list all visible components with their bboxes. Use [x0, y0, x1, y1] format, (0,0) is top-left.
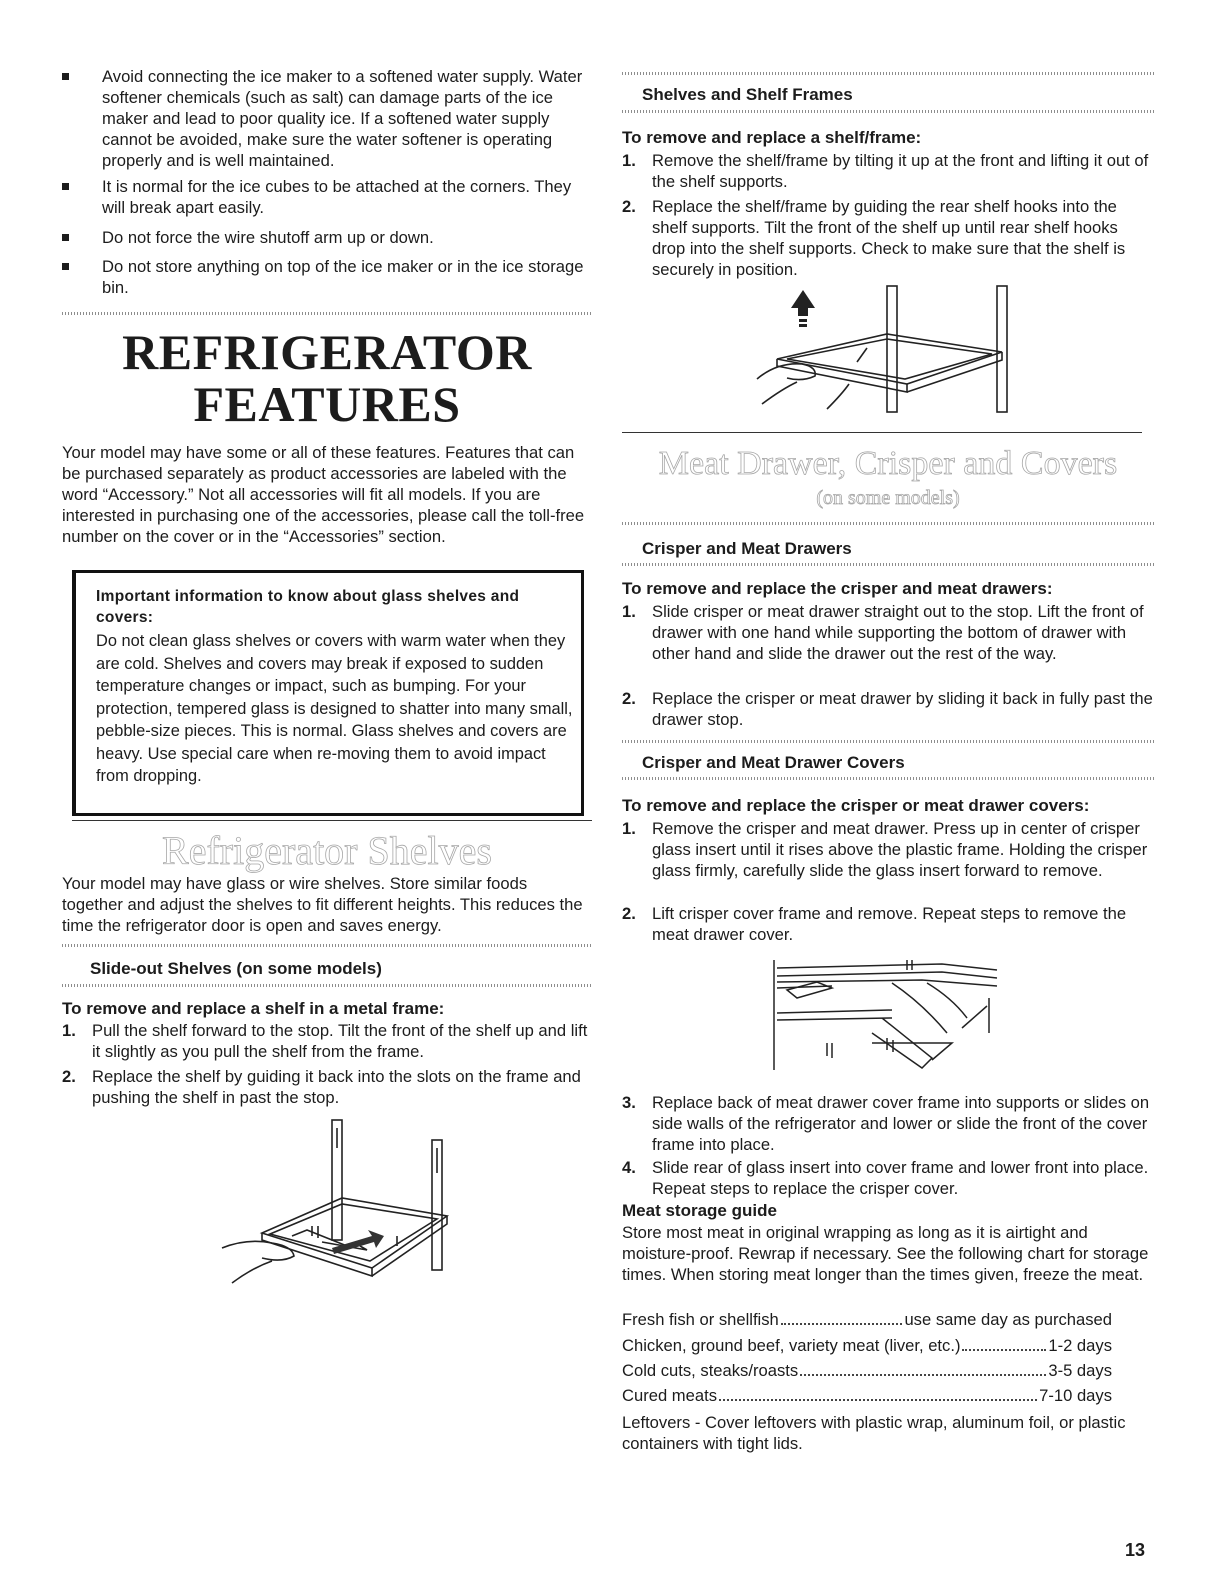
step-number: 1. [622, 151, 636, 170]
drawers-section-subtitle: (on some models) [816, 487, 960, 509]
meat-chart-value: 1-2 days [1048, 1336, 1112, 1355]
up-arrow-icon [791, 290, 815, 316]
dotted-divider [622, 777, 1154, 780]
bullet-item [62, 66, 592, 171]
dotted-divider [622, 740, 1154, 743]
dot-leader [781, 1309, 903, 1325]
step-number: 3. [622, 1093, 636, 1112]
drawers-section-title: Meat Drawer, Crisper and Covers [658, 445, 1118, 482]
leftovers-note: Leftovers - Cover leftovers with plastic wrap, aluminum foil, or plastic containers with tight lids. [622, 1413, 1126, 1453]
shelf-step-2 [62, 1066, 592, 1108]
bullet-item [62, 176, 592, 218]
drawers-step-2 [622, 688, 1154, 730]
drawers-procedure-heading: To remove and replace the crisper and meat drawers: [622, 579, 1053, 598]
shelf-procedure-heading: To remove and replace a shelf in a metal frame: [62, 999, 445, 1018]
bullet-text: Do not store anything on top of the ice maker or in the ice storage bin. [102, 257, 584, 297]
crisper-cover-illustration [772, 958, 1002, 1073]
dotted-divider [622, 563, 1154, 566]
bullet-text: It is normal for the ice cubes to be attached at the corners. They will break apart easily. [102, 177, 572, 217]
dotted-divider [62, 984, 592, 987]
dot-leader [962, 1335, 1046, 1351]
dotted-divider [62, 944, 592, 947]
page-number: 13 [1124, 1540, 1145, 1560]
step-text: Remove the shelf/frame by tilting it up at the front and lifting it out of the shelf supports. [652, 151, 1149, 191]
shelf-frames-subhead: Shelves and Shelf Frames [642, 85, 853, 104]
meat-chart-row [622, 1360, 1112, 1381]
bullet-item [62, 256, 592, 298]
step-text: Lift crisper cover frame and remove. Repeat steps to remove the meat drawer cover. [652, 904, 1127, 944]
meat-chart-row [622, 1335, 1112, 1356]
bullet-text: Do not force the wire shutoff arm up or down. [102, 228, 434, 247]
step-text: Replace back of meat drawer cover frame into supports or slides on side walls of the refrigerator and lower or slide the front of the cover frame into place. [652, 1093, 1150, 1154]
shelf-step-1 [62, 1020, 592, 1062]
step-text: Replace the shelf/frame by guiding the rear shelf hooks into the shelf supports. Tilt the front of the shelf up until rear shelf hooks drop into the shelf supports. Check to make sure that the shelf is securely in position. [652, 197, 1126, 279]
bullet-square-icon [62, 263, 69, 270]
meat-chart-item: Cold cuts, steaks/roasts [622, 1361, 799, 1380]
step-number: 4. [622, 1158, 636, 1177]
meat-chart-row [622, 1309, 1112, 1330]
frames-step-1 [622, 150, 1154, 192]
bullet-item [62, 227, 592, 248]
dotted-divider [62, 312, 592, 315]
step-text: Slide crisper or meat drawer straight out to the stop. Lift the front of drawer with one hand while supporting the bottom of drawer with other hand and slide the drawer out the rest of the way. [652, 602, 1144, 663]
dotted-divider [622, 522, 1154, 525]
meat-chart-item: Fresh fish or shellfish [622, 1310, 779, 1329]
covers-procedure-heading: To remove and replace the crisper or meat drawer covers: [622, 796, 1090, 815]
step-number: 2. [622, 904, 636, 923]
step-number: 1. [62, 1021, 76, 1040]
meat-chart-item: Chicken, ground beef, variety meat (liver, etc.) [622, 1336, 961, 1355]
section-rule [72, 820, 592, 821]
important-box-heading: Important information to know about glass shelves and covers: [96, 588, 520, 626]
shelves-intro: Your model may have glass or wire shelves. Store similar foods together and adjust the shelves to fit different heights. This reduces the time the refrigerator door is open and saves energy. [62, 874, 583, 935]
step-text: Pull the shelf forward to the stop. Tilt the front of the shelf up and lift it slightly as you pull the shelf from the frame. [92, 1021, 588, 1061]
drawers-step-1 [622, 601, 1154, 664]
covers-step-2 [622, 903, 1154, 945]
frames-procedure-heading: To remove and replace a shelf/frame: [622, 128, 922, 147]
bullet-square-icon [62, 234, 69, 241]
shelves-section-title: Refrigerator Shelves [162, 828, 492, 873]
dotted-divider [622, 72, 1154, 75]
step-number: 2. [622, 197, 636, 216]
slide-out-shelves-subhead: Slide-out Shelves (on some models) [90, 959, 382, 978]
drawers-subhead: Crisper and Meat Drawers [642, 539, 852, 558]
step-number: 1. [622, 819, 636, 838]
bullet-text: Avoid connecting the ice maker to a softened water supply. Water softener chemicals (such as salt) can damage parts of the ice maker and lead to poor quality ice. If a softened water supply cannot be avoided, make sure the water softener is operating properly and is well maintained. [102, 67, 583, 170]
bullet-square-icon [62, 183, 69, 190]
shelf-frame-illustration [757, 284, 1027, 414]
dot-leader [800, 1360, 1046, 1376]
dot-leader [719, 1385, 1037, 1401]
step-text: Replace the crisper or meat drawer by sliding it back in fully past the drawer stop. [652, 689, 1153, 729]
dotted-divider [622, 110, 1154, 113]
covers-step-3 [622, 1092, 1154, 1155]
slide-out-shelf-illustration [222, 1118, 512, 1288]
step-number: 2. [622, 689, 636, 708]
page-title-line-1: REFRIGERATOR [122, 324, 532, 380]
step-number: 2. [62, 1067, 76, 1086]
step-text: Remove the crisper and meat drawer. Press up in center of crisper glass insert until it rises above the plastic frame. Holding the crisper glass firmly, carefully slide the glass insert forward to remove. [652, 819, 1148, 880]
meat-guide-heading: Meat storage guide [622, 1201, 777, 1220]
covers-step-1 [622, 818, 1154, 881]
covers-subhead: Crisper and Meat Drawer Covers [642, 753, 905, 772]
step-text: Slide rear of glass insert into cover frame and lower front into place. Repeat steps to replace the crisper cover. [652, 1158, 1149, 1198]
meat-chart-item: Cured meats [622, 1386, 717, 1405]
meat-chart-row [622, 1385, 1112, 1406]
page-title-line-2: FEATURES [193, 376, 461, 432]
meat-chart-value: use same day as purchased [904, 1310, 1112, 1329]
bullet-square-icon [62, 73, 69, 80]
important-box-body: Do not clean glass shelves or covers with warm water when they are cold. Shelves and covers may break if exposed to sudden temperature changes or impact, such as bumping. For your protection, tempered glass is designed to shatter into many small, pebble-size pieces. This is normal. Glass shelves and covers are heavy. Use special care when re-moving them to avoid impact from dropping. [96, 632, 573, 785]
features-intro: Your model may have some or all of these features. Features that can be purchased separately as product accessories are labeled with the word “Accessory.” Not all accessories will fit all models. If you are interested in purchasing one of the accessories, please call the toll-free number on the cover or in the “Accessories” section. [62, 443, 585, 546]
meat-chart-value: 7-10 days [1039, 1386, 1112, 1405]
important-info-box [72, 570, 584, 816]
step-number: 1. [622, 602, 636, 621]
step-text: Replace the shelf by guiding it back into the slots on the frame and pushing the shelf in past the stop. [92, 1067, 581, 1107]
meat-guide-intro: Store most meat in original wrapping as long as it is airtight and moisture-proof. Rewrap if necessary. See the following chart for storage times. When storing meat longer than the times given, freeze the meat. [622, 1223, 1149, 1284]
covers-step-4 [622, 1157, 1154, 1199]
meat-chart-value: 3-5 days [1048, 1361, 1112, 1380]
frames-step-2 [622, 196, 1154, 280]
section-rule [622, 432, 1142, 433]
